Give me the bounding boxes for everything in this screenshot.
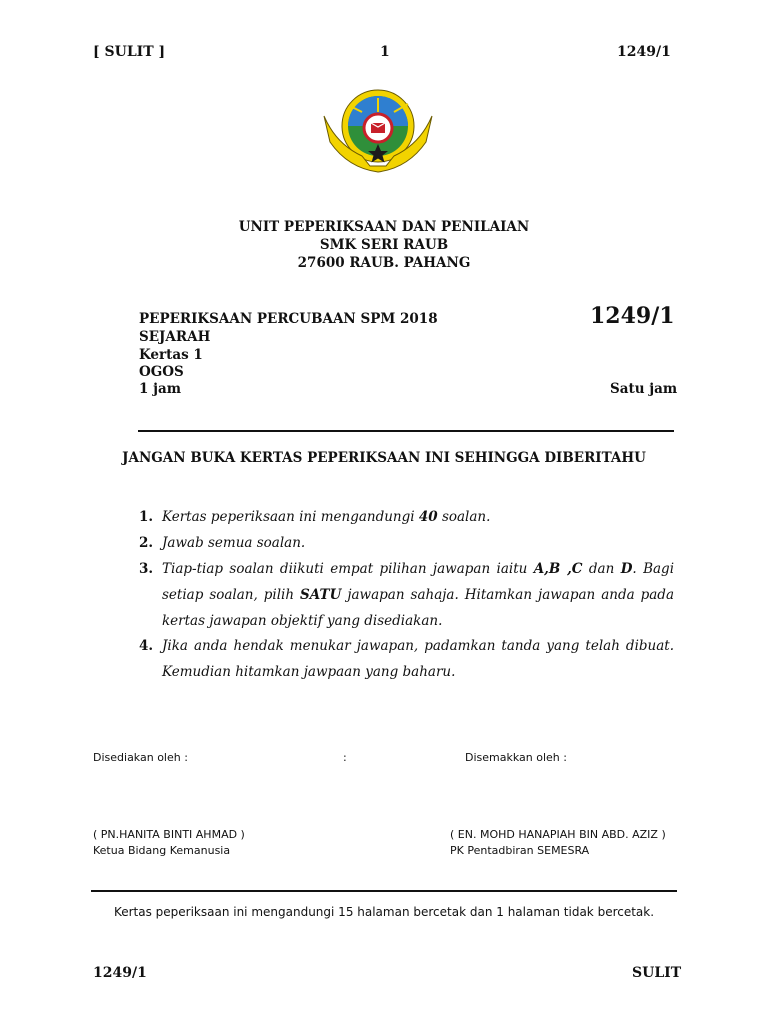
instruction-1: [139, 504, 674, 530]
footer-sulit: SULIT: [632, 965, 682, 981]
school-logo: [322, 86, 434, 182]
preparer-name: ( PN.HANITA BINTI AHMAD ): [93, 828, 245, 841]
exam-duration: 1 jam: [139, 381, 182, 397]
exam-subject: SEJARAH: [139, 329, 211, 345]
instruction-text: dan: [582, 561, 621, 577]
instruction-text: soalan.: [437, 509, 491, 525]
instruction-2: [139, 530, 674, 556]
instruction-text: . Bagi setiap soalan, pilih: [162, 561, 675, 603]
instruction-4: [139, 633, 674, 685]
exam-title: PEPERIKSAAN PERCUBAAN SPM 2018: [139, 311, 438, 327]
verified-by-label: Disemakkan oleh :: [465, 751, 567, 764]
instruction-text: Jawab semua soalan.: [162, 535, 306, 551]
exam-duration-words: Satu jam: [610, 381, 678, 397]
warning-text: JANGAN BUKA KERTAS PEPERIKSAAN INI SEHINGGA DIBERITAHU: [122, 450, 646, 466]
divider-bottom: [91, 890, 677, 892]
instruction-text: jawapan sahaja. Hitamkan jawapan anda pada kertas jawapan objektif yang disediakan.: [162, 587, 674, 629]
prepared-by-label: Disediakan oleh :: [93, 751, 188, 764]
satu-emphasis: SATU: [300, 587, 342, 603]
instruction-text: Kertas peperiksaan ini mengandungi: [162, 509, 419, 525]
verifier-title: PK Pentadbiran SEMESRA: [450, 844, 590, 857]
answer-choice-d: D: [620, 561, 633, 577]
institution-unit: UNIT PEPERIKSAAN DAN PENILAIAN: [238, 219, 530, 235]
institution-address: 27600 RAUB. PAHANG: [297, 255, 471, 271]
verifier-name: ( EN. MOHD HANAPIAH BIN ABD. AZIZ ): [450, 828, 666, 841]
instruction-number: 2.: [139, 535, 154, 551]
header-code: 1249/1: [617, 44, 671, 60]
instruction-number: 3.: [139, 561, 154, 577]
exam-month: OGOS: [139, 364, 184, 380]
institution-school: SMK SERI RAUB: [319, 237, 449, 253]
header-sulit: [ SULIT ]: [93, 44, 166, 60]
middle-colon: :: [343, 751, 347, 764]
question-count: 40: [418, 509, 438, 525]
exam-code: 1249/1: [590, 303, 675, 329]
page-count-note: Kertas peperiksaan ini mengandungi 15 halaman bercetak dan 1 halaman tidak bercetak.: [113, 905, 655, 919]
instruction-3: [139, 556, 674, 634]
instruction-number: 4.: [139, 638, 154, 654]
preparer-title: Ketua Bidang Kemanusia: [93, 844, 231, 857]
page-number: 1: [380, 44, 390, 60]
footer-code: 1249/1: [93, 965, 147, 981]
instruction-text: Jika anda hendak menukar jawapan, padamkan tanda yang telah dibuat. Kemudian hitamkan jawpaan yang baharu.: [162, 638, 674, 680]
divider-top: [138, 430, 674, 432]
instruction-number: 1.: [139, 509, 154, 525]
answer-choices: A,B ,C: [533, 561, 583, 577]
instruction-text: Tiap-tiap soalan diikuti empat pilihan jawapan iaitu: [162, 561, 534, 577]
exam-paper: Kertas 1: [139, 347, 203, 363]
